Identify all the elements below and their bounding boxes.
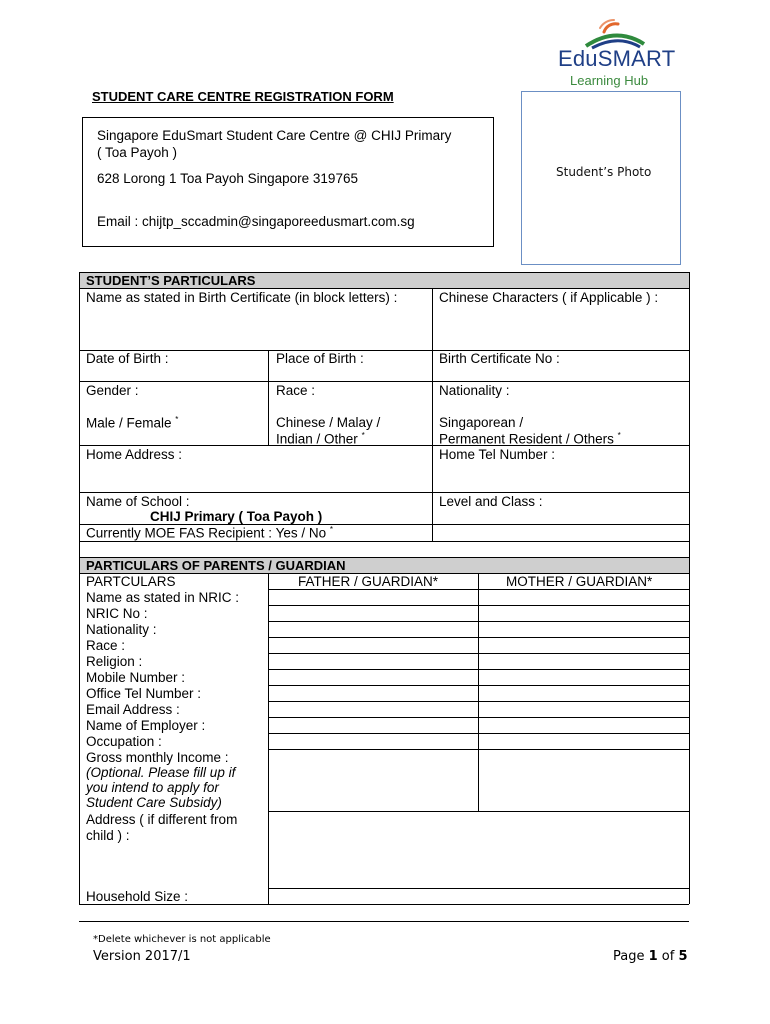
parent-row-label: Mobile Number : [86, 670, 186, 685]
moe-fas-text: Currently MOE FAS Recipient : Yes / No [86, 525, 327, 541]
parent-row-label: Email Address : [86, 702, 180, 717]
asterisk-mark: * [361, 431, 365, 440]
col-particulars-header: PARTCULARS [86, 574, 176, 589]
form-title: STUDENT CARE CENTRE REGISTRATION FORM [92, 89, 394, 104]
nationality-options-line2[interactable] [439, 431, 621, 447]
income-note-line1: (Optional. Please fill up if [86, 765, 236, 780]
chinese-characters-field[interactable] [433, 306, 688, 349]
race-options-line1[interactable]: Chinese / Malay / [276, 415, 381, 430]
race-options-line2[interactable] [276, 431, 365, 447]
page-total: 5 [678, 949, 688, 964]
parent-address-label-line2: child ) : [86, 828, 130, 843]
logo-tagline: Learning Hub [570, 73, 649, 88]
student-name-field[interactable] [80, 306, 431, 349]
nationality-options-line1[interactable]: Singaporean / [439, 415, 524, 430]
parent-row-label: Office Tel Number : [86, 686, 202, 701]
page-prefix: Page [613, 949, 649, 964]
race-options-text: Indian / Other [276, 431, 358, 447]
parent-row-label: Religion : [86, 654, 143, 669]
page-current: 1 [648, 949, 658, 964]
home-address-label: Home Address : [86, 447, 183, 462]
student-section-title: STUDENT’S PARTICULARS [86, 273, 256, 288]
school-value: CHIJ Primary ( Toa Payoh ) [150, 509, 323, 524]
parents-section-header [79, 557, 689, 573]
income-label: Gross monthly Income : [86, 750, 229, 765]
school-label: Name of School : [86, 494, 190, 509]
parent-row-label: Occupation : [86, 734, 162, 749]
col-father-header: FATHER / GUARDIAN* [298, 574, 439, 589]
centre-address: 628 Lorong 1 Toa Payoh Singapore 319765 [97, 171, 358, 186]
footer-divider [79, 921, 689, 922]
centre-email: Email : chijtp_sccadmin@singaporeedusmart.com.sg [97, 214, 415, 229]
centre-name-line2: ( Toa Payoh ) [97, 145, 178, 160]
chinese-characters-label: Chinese Characters ( if Applicable ) : [439, 290, 659, 305]
level-class-label: Level and Class : [439, 494, 543, 509]
income-note-line3: Student Care Subsidy) [86, 795, 222, 810]
centre-name-line1: Singapore EduSmart Student Care Centre @ CHIJ Primary [97, 128, 452, 143]
parent-row-label: Nationality : [86, 622, 157, 637]
edusmart-logo [556, 18, 676, 90]
asterisk-mark: * [329, 525, 333, 534]
gender-options[interactable] [86, 415, 178, 431]
nationality-label: Nationality : [439, 383, 510, 398]
nationality-options-text: Permanent Resident / Others [439, 431, 614, 447]
student-section-header [79, 272, 689, 288]
household-size-label: Household Size : [86, 889, 189, 904]
dob-label: Date of Birth : [86, 351, 169, 366]
parent-address-label-line1: Address ( if different from [86, 812, 238, 827]
home-tel-label: Home Tel Number : [439, 447, 556, 462]
col-mother-header: MOTHER / GUARDIAN* [506, 574, 653, 589]
income-note-line2: you intend to apply for [86, 780, 219, 795]
logo-brand-text: EduSMART [558, 46, 676, 71]
parent-row-label: NRIC No : [86, 606, 148, 621]
birth-cert-label: Birth Certificate No : [439, 351, 560, 366]
parent-row-label: Race : [86, 638, 126, 653]
student-photo-label: Student’s Photo [556, 165, 652, 179]
parents-section-title: PARTICULARS OF PARENTS / GUARDIAN [86, 558, 346, 573]
gender-options-text: Male / Female [86, 415, 172, 431]
footer-page-number [613, 949, 688, 964]
parent-row-label: Name of Employer : [86, 718, 206, 733]
page-of: of [657, 949, 679, 964]
race-label: Race : [276, 383, 316, 398]
pob-label: Place of Birth : [276, 351, 364, 366]
asterisk-mark: * [175, 415, 179, 424]
student-name-label: Name as stated in Birth Certificate (in block letters) : [86, 290, 398, 305]
asterisk-mark: * [617, 431, 621, 440]
footer-note: *Delete whichever is not applicable [93, 934, 271, 945]
footer-version: Version 2017/1 [93, 949, 191, 964]
parent-row-label: Name as stated in NRIC : [86, 590, 240, 605]
gender-label: Gender : [86, 383, 139, 398]
moe-fas-label[interactable] [86, 525, 333, 541]
